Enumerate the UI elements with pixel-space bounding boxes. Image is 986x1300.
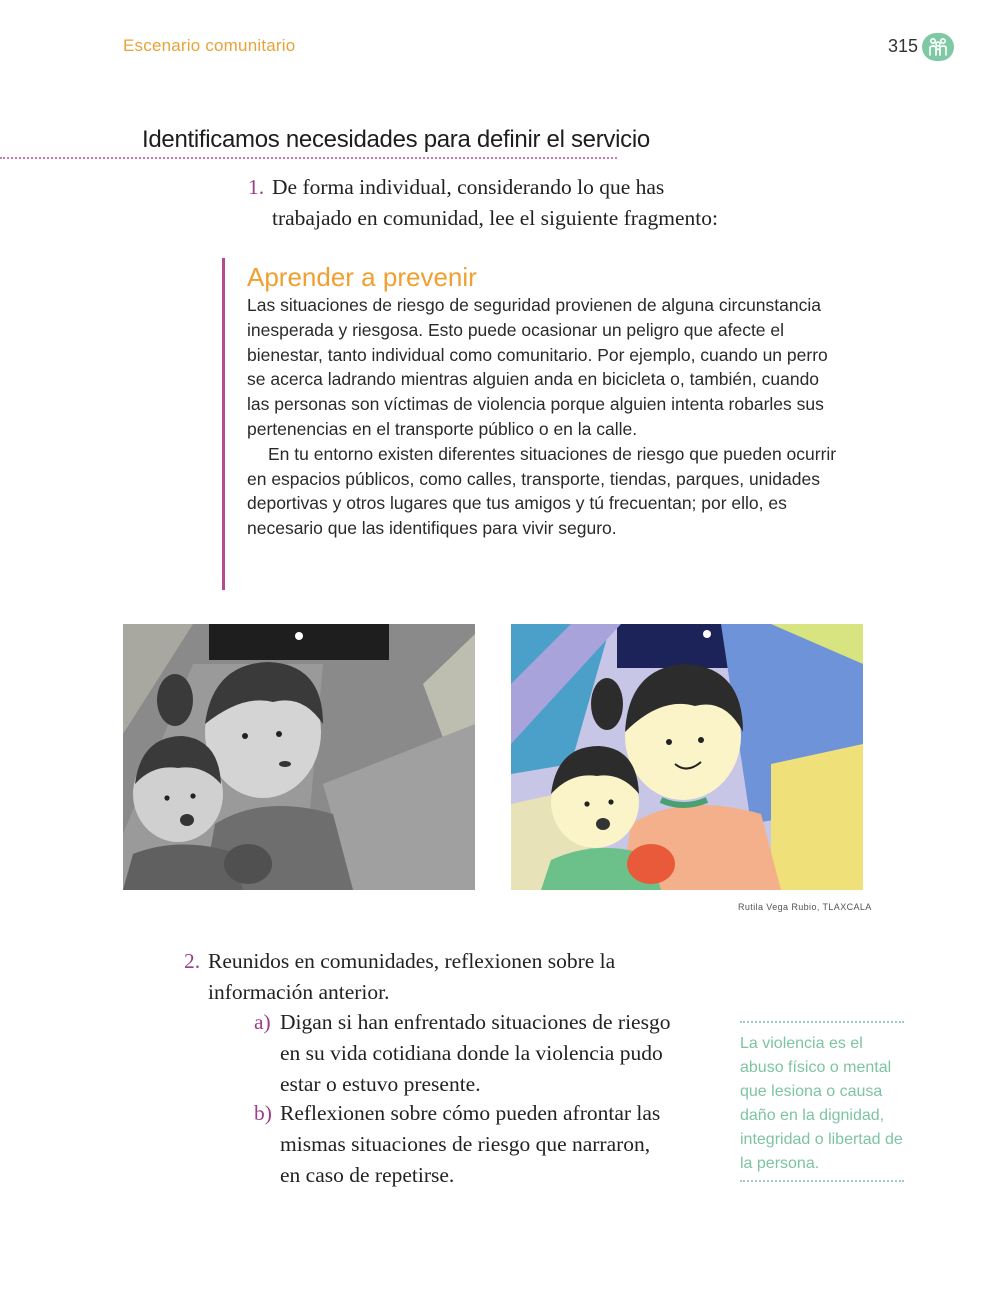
question-2-text: Reunidos en comunidades, reflexionen sobre la información anterior. [208,949,616,1004]
sidenote-definition: La violencia es el abuso físico o mental que lesiona o causa daño en la dignidad, integridad o libertad de la persona. [740,1035,903,1172]
item-b-marker: b) [254,1101,272,1125]
question-2-number: 2. [184,949,201,973]
question-1-text: De forma individual, considerando lo que has trabajado en comunidad, lee el siguiente fragmento: [272,175,718,230]
question-1-number: 1. [248,175,265,199]
illustration-credit: Rutila Vega Rubio, TLAXCALA [738,902,872,912]
item-a-text: Digan si han enfrentado situaciones de riesgo en su vida cotidiana donde la violencia pudo estar o estuvo presente. [280,1010,671,1096]
illustration-grayscale [123,624,475,890]
question-2-item-a [254,1007,674,1100]
quote-paragraph-1: Las situaciones de riesgo de seguridad provienen de alguna circunstancia inesperada y riesgosa. Esto puede ocasionar un peligro que afecte el bienestar, tanto individual como comunitario. Por ejemplo, cuando un perro se acerca ladrando mientras alguien anda en bicicleta o, también, cuando las personas son víctimas de violencia porque alguien intenta robarles sus pertenencias en el transporte público o en la calle. [247,295,828,439]
quote-body [247,293,837,541]
illustration-color [511,624,863,890]
quote-accent-bar [222,258,225,590]
page-number: 315 [888,36,919,56]
section-divider [0,157,617,159]
quote-title: Aprender a prevenir [247,262,477,292]
community-people-icon [922,33,954,61]
question-1 [248,172,718,234]
item-a-marker: a) [254,1010,271,1034]
question-2-item-b [254,1098,674,1191]
item-b-text: Reflexionen sobre cómo pueden afrontar las mismas situaciones de riesgo que narraron, en caso de repetirse. [280,1101,661,1187]
running-head: Escenario comunitario [123,36,296,55]
quote-paragraph-2: En tu entorno existen diferentes situaciones de riesgo que pueden ocurrir en espacios públicos, como calles, transporte, tiendas, parques, unidades deportivas y otros lugares que tus amigos y tú frecuentan; por ello, es necesario que las identifiques para vivir seguro. [247,443,837,539]
section-title: Identificamos necesidades para definir el servicio [142,126,650,153]
sidenote-bottom-divider [740,1180,904,1182]
question-2 [184,946,654,1008]
sidenote-top-divider [740,1021,904,1023]
